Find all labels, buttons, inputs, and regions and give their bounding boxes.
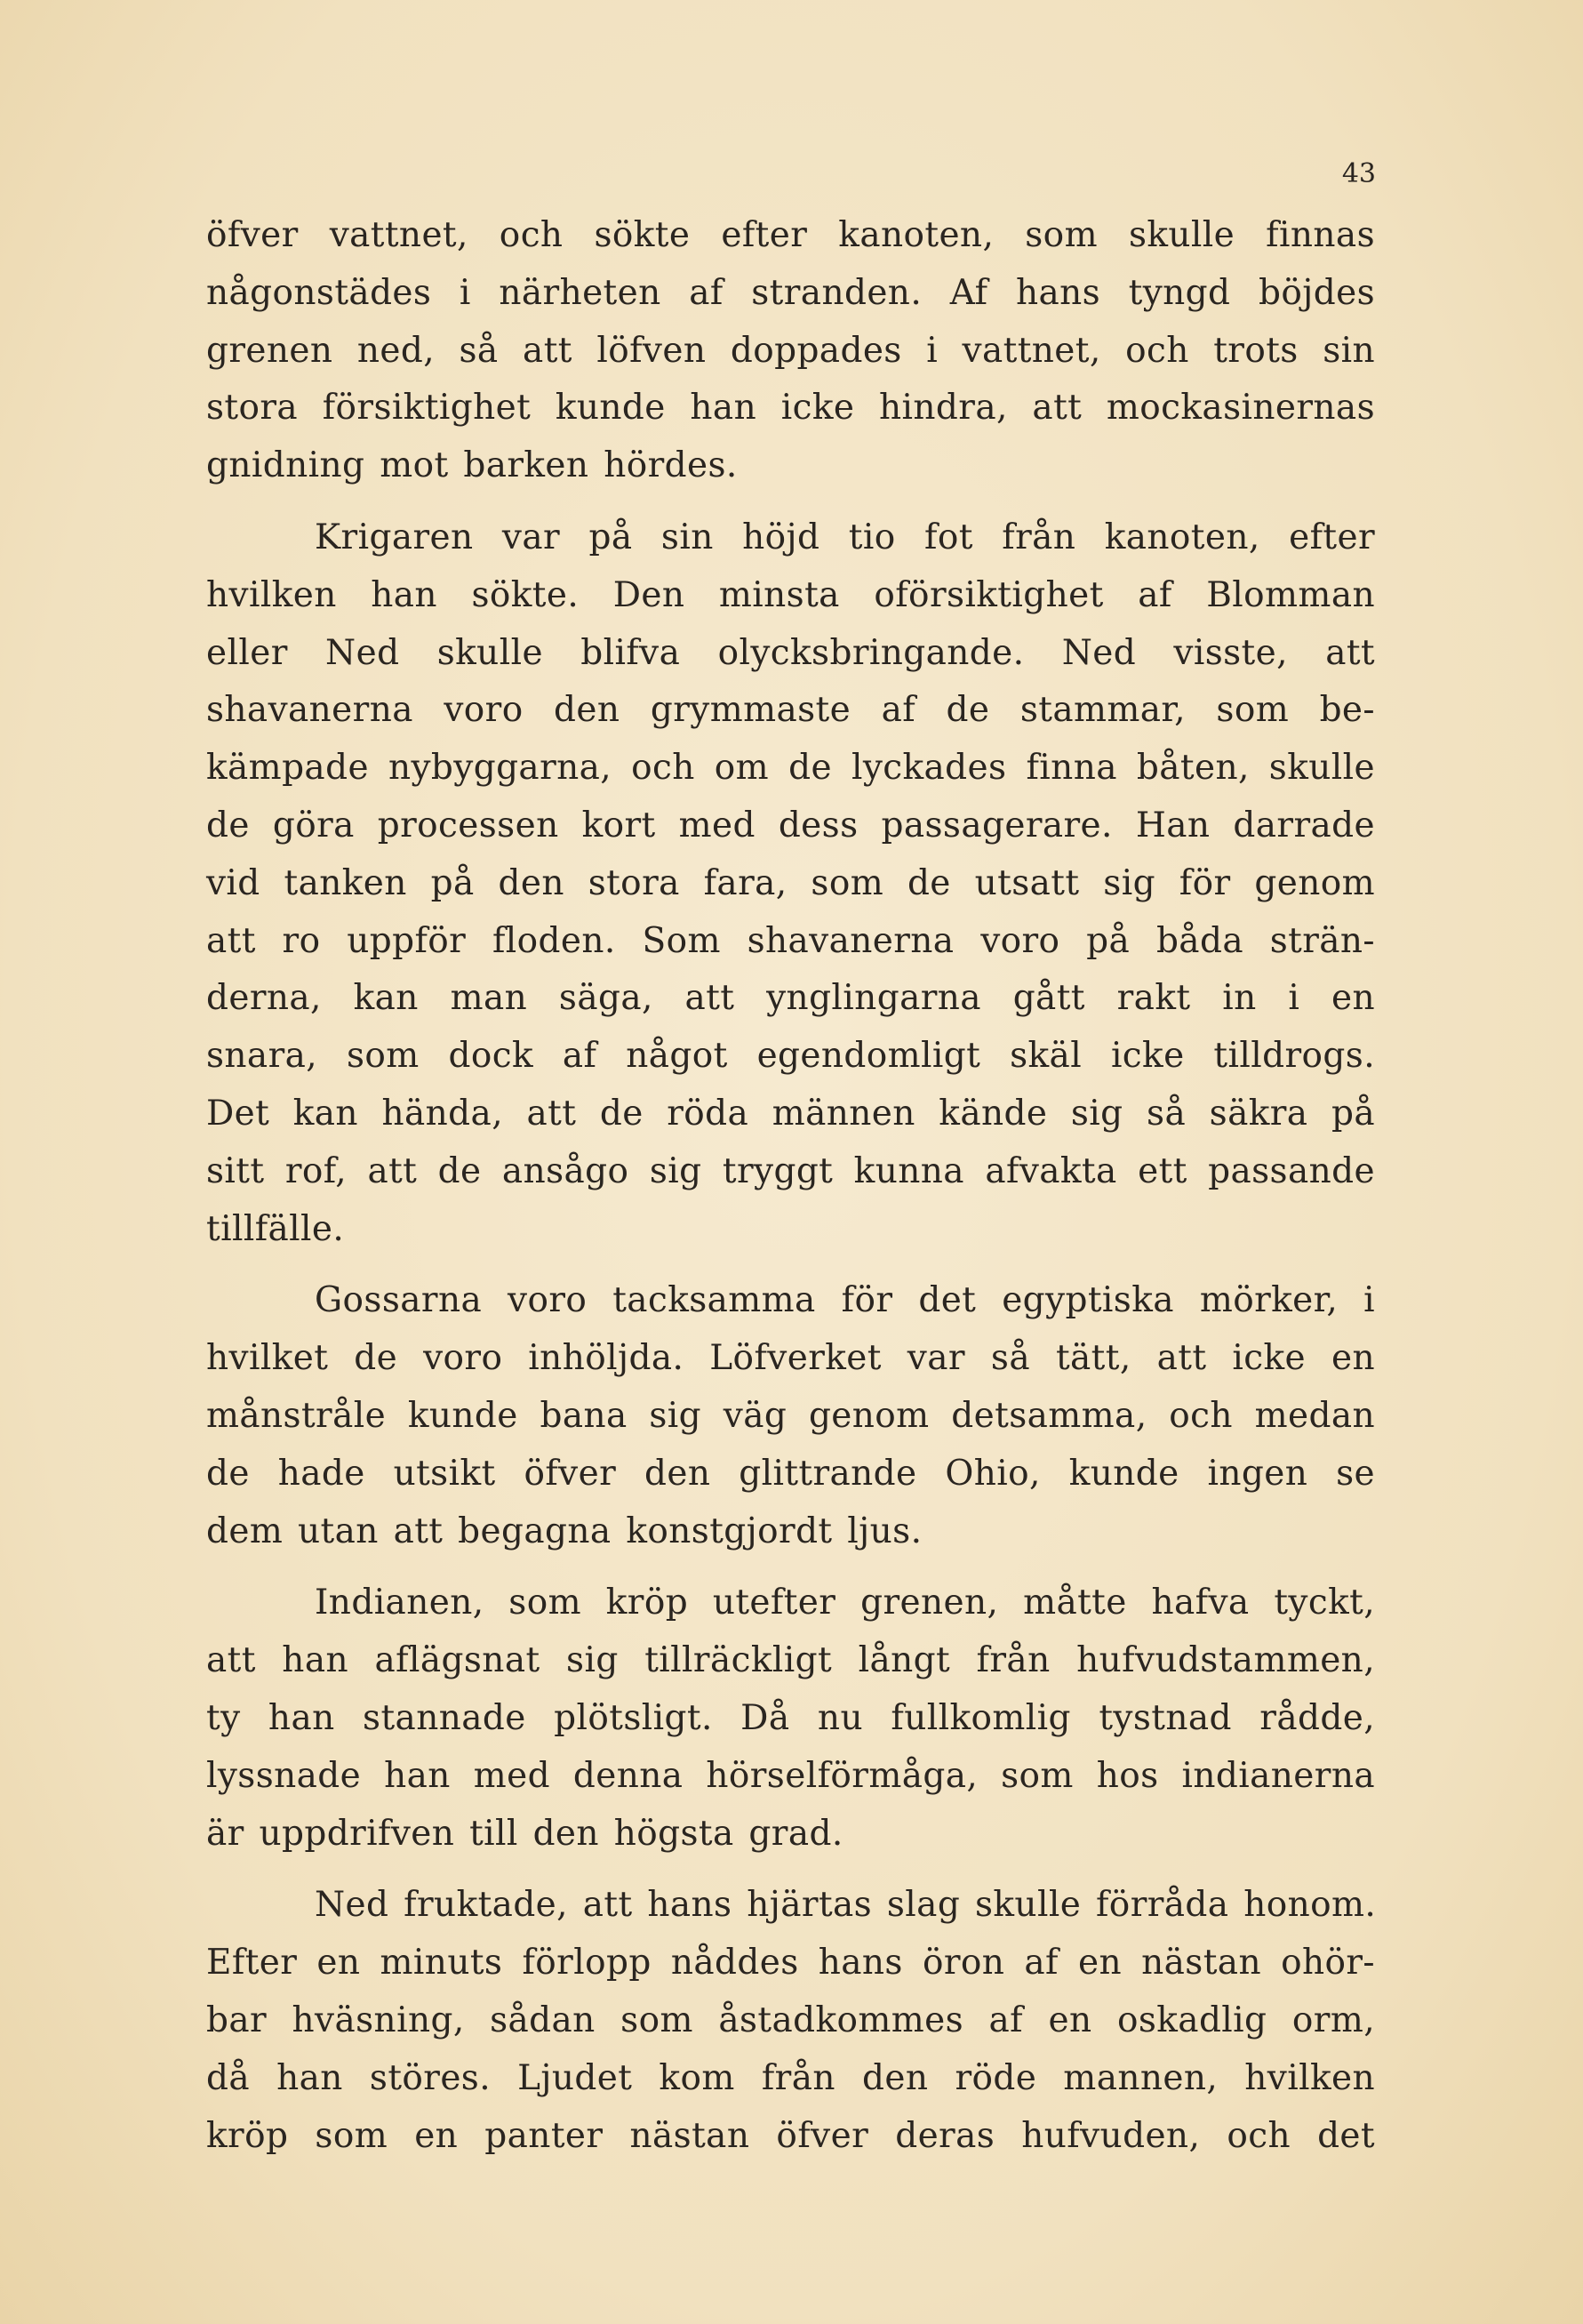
text-line: lyssnade han med denna hörselförmåga, som hos indianerna [206, 1755, 1375, 1796]
text-line: att han aflägsnat sig tillräckligt långt från hufvudstammen, [206, 1640, 1375, 1681]
paragraph [206, 509, 1375, 1258]
text-line: vid tanken på den stora fara, som de utsatt sig för genom [206, 862, 1375, 903]
text-line: Ned fruktade, att hans hjärtas slag skulle förråda honom. [315, 1885, 1377, 1926]
text-line: då han störes. Ljudet kom från den röde mannen, hvilken [206, 2057, 1375, 2098]
text-line: dem utan att begagna konstgjordt ljus. [206, 1511, 923, 1551]
text-line: sitt rof, att de ansågo sig tryggt kunna afvakta ett passande [206, 1150, 1375, 1191]
text-line: gnidning mot barken hördes. [206, 445, 738, 486]
text-line: hvilken han sökte. Den minsta oförsiktighet af Blomman [206, 574, 1375, 615]
page-number: 43 [1341, 158, 1376, 189]
text-line: de hade utsikt öfver den glittrande Ohio, kunde ingen se [206, 1453, 1375, 1494]
text-line: snara, som dock af något egendomligt skäl icke tilldrogs. [206, 1036, 1375, 1077]
text-line: Gossarna voro tacksamma för det egyptiska mörker, i [315, 1280, 1375, 1321]
paragraph [206, 207, 1375, 495]
text-line: grenen ned, så att löfven doppades i vattnet, och trots sin [206, 330, 1375, 371]
paragraph [206, 1877, 1375, 2165]
text-line: bar hväsning, sådan som åstadkommes af en oskadlig orm, [206, 1999, 1375, 2040]
text-line: ty han stannade plötsligt. Då nu fullkomlig tystnad rådde, [206, 1697, 1375, 1738]
text-line: tillfälle. [206, 1208, 345, 1249]
text-line: kröp som en panter nästan öfver deras hufvuden, och det [206, 2115, 1375, 2156]
text-line: är uppdrifven till den högsta grad. [206, 1813, 843, 1854]
text-line: Efter en minuts förlopp nåddes hans öron af en nästan ohör- [206, 1943, 1375, 1983]
text-line: Det kan hända, att de röda männen kände sig så säkra på [206, 1093, 1375, 1134]
text-line: kämpade nybyggarna, och om de lyckades finna båten, skulle [206, 748, 1375, 789]
text-line: Indianen, som kröp utefter grenen, måtte hafva tyckt, [315, 1583, 1375, 1623]
text-line: stora försiktighet kunde han icke hindra, att mockasinernas [206, 388, 1375, 429]
text-line: shavanerna voro den grymmaste af de stammar, som be- [206, 690, 1375, 731]
paragraph [206, 1272, 1375, 1560]
text-line: någonstädes i närheten af stranden. Af hans tyngd böjdes [206, 272, 1375, 313]
text-line: Krigaren var på sin höjd tio fot från kanoten, efter [315, 517, 1375, 557]
text-line: hvilket de voro inhöljda. Löfverket var så tätt, att icke en [206, 1338, 1375, 1379]
text-line: att ro uppför floden. Som shavanerna voro på båda strän- [206, 920, 1375, 961]
text-line: månstråle kunde bana sig väg genom detsamma, och medan [206, 1395, 1375, 1436]
text-line: eller Ned skulle blifva olycksbringande. Ned visste, att [206, 632, 1375, 673]
body-text [206, 207, 1375, 2165]
text-line: öfver vattnet, och sökte efter kanoten, som skulle finnas [206, 215, 1375, 255]
paragraph [206, 1575, 1375, 1863]
text-line: derna, kan man säga, att ynglingarna gått rakt in i en [206, 978, 1375, 1019]
text-line: de göra processen kort med dess passagerare. Han darrade [206, 805, 1375, 845]
